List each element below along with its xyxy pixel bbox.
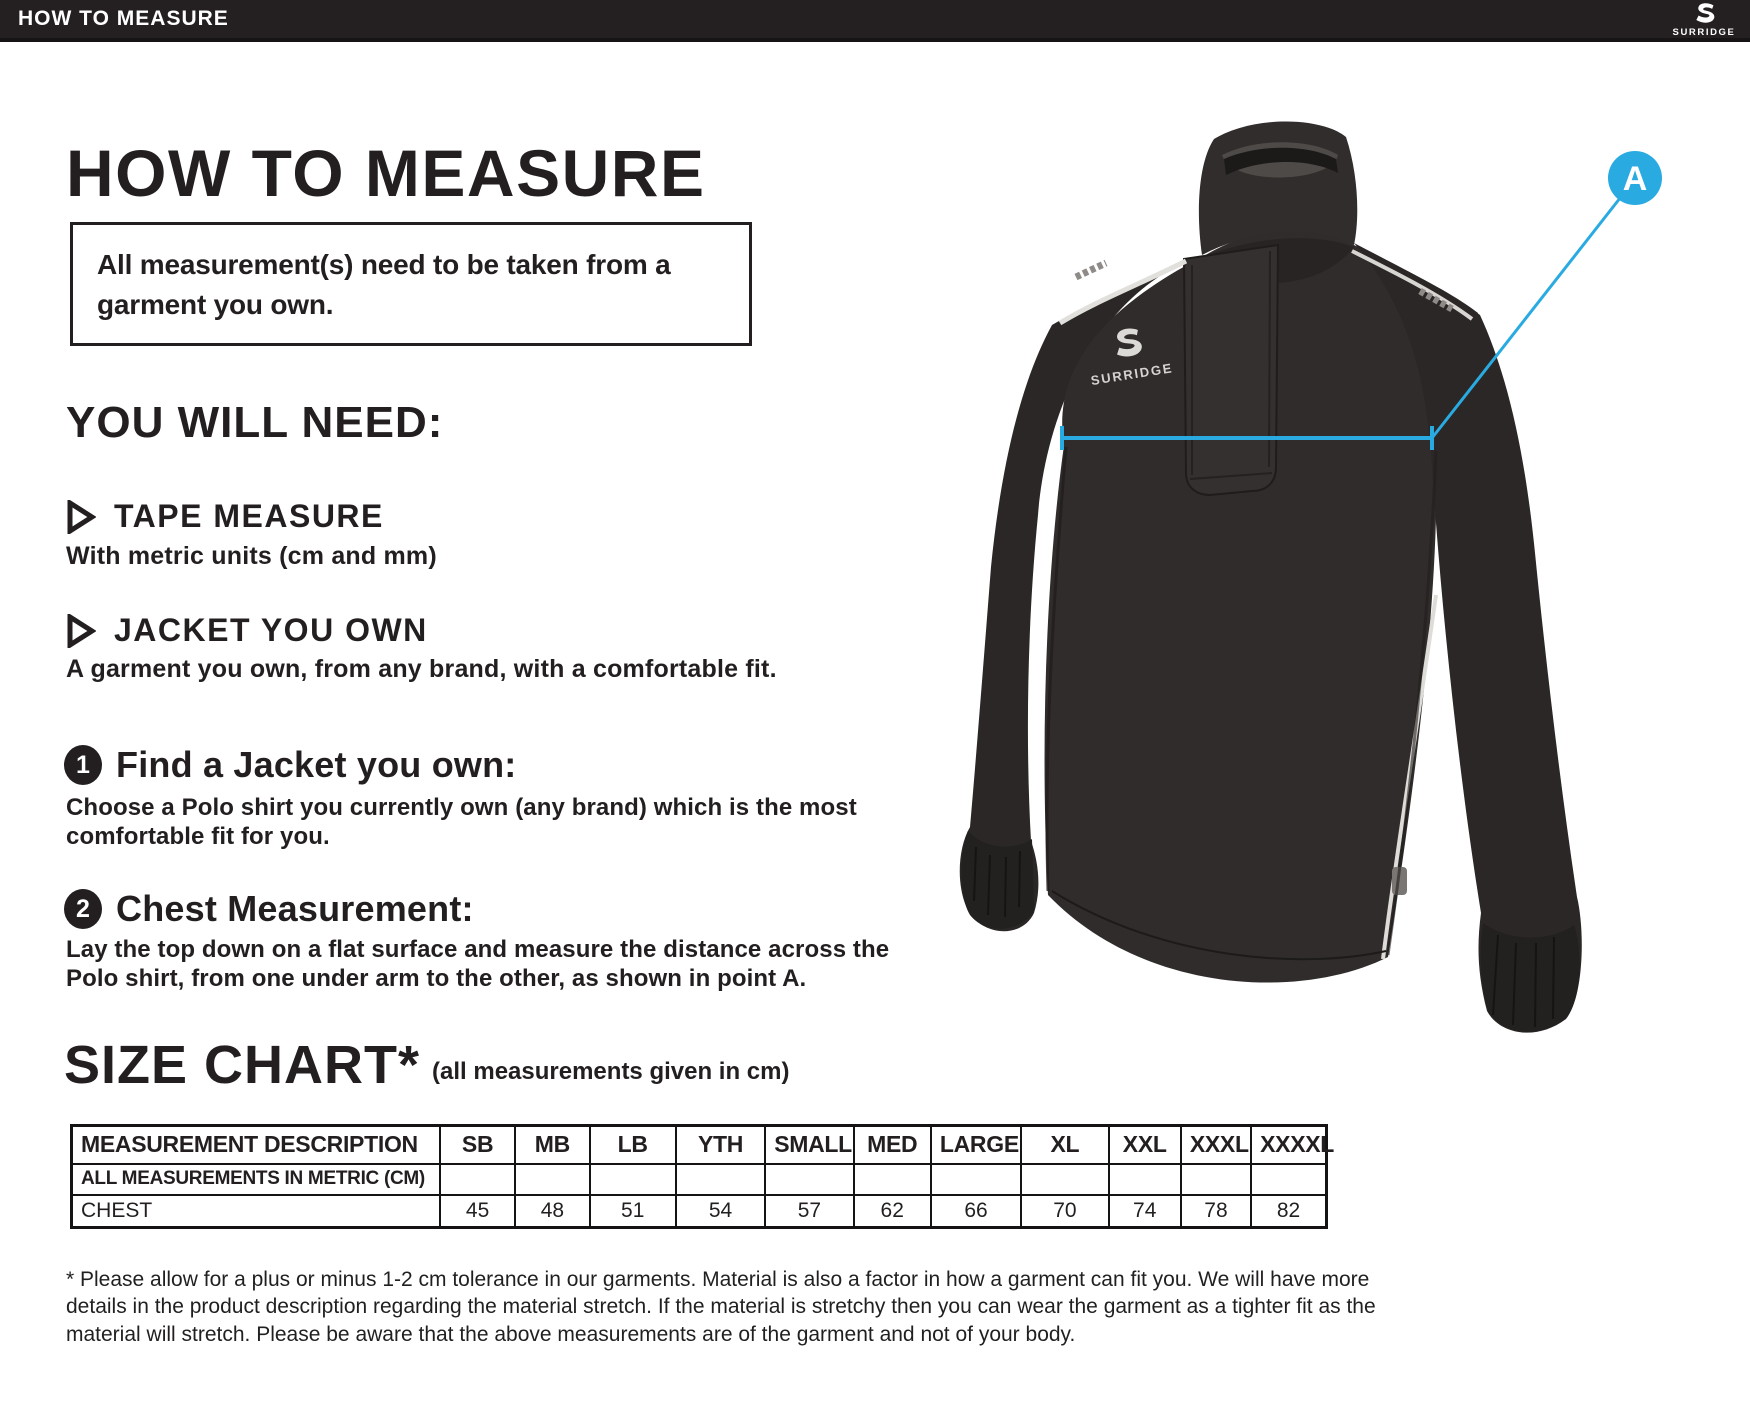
table-header-cell: MEASUREMENT DESCRIPTION [72,1126,440,1164]
table-row-metric-note [72,1164,1327,1195]
table-cell: 82 [1251,1195,1326,1228]
table-header-cell: MB [515,1126,589,1164]
jacket-illustration [880,95,1670,1045]
need-item-tape-measure [66,498,384,535]
need-item-label: TAPE MEASURE [114,498,384,534]
triangle-bullet-icon [66,614,96,648]
step-description: Lay the top down on a flat surface and measure the distance across the Polo shirt, from one under arm to the other, as shown in point A. [66,936,890,992]
need-item-jacket [66,612,428,649]
step-title: Chest Measurement: [116,888,474,929]
you-will-need-title: YOU WILL NEED: [66,398,444,447]
need-item-description: A garment you own, from any brand, with a comfortable fit. [66,655,777,683]
table-cell: 51 [590,1195,676,1228]
brand-logo-text: SURRIDGE [1672,27,1736,38]
table-header-cell: LARGE [931,1126,1021,1164]
table-cell: 62 [854,1195,931,1228]
table-cell: 74 [1109,1195,1181,1228]
table-cell [440,1164,515,1195]
step-2 [64,888,474,930]
table-header-cell: XXXXL [1251,1126,1326,1164]
table-cell: 66 [931,1195,1021,1228]
table-header-cell: XL [1021,1126,1108,1164]
table-cell: CHEST [72,1195,440,1228]
table-cell: 78 [1181,1195,1251,1228]
top-bar [0,0,1750,42]
point-a-label: A [1622,160,1648,198]
table-cell: 54 [676,1195,765,1228]
table-cell: 57 [765,1195,853,1228]
table-cell: 70 [1021,1195,1108,1228]
triangle-bullet-icon [66,500,96,534]
surridge-s-icon [1672,2,1736,38]
table-cell [1251,1164,1326,1195]
size-chart-heading [64,1035,790,1095]
table-header-cell: XXL [1109,1126,1181,1164]
note-text: All measurement(s) need to be taken from a garment you own. [97,249,671,320]
need-item-label: JACKET YOU OWN [114,612,428,648]
step-number-badge: 2 [64,889,102,929]
need-item-description: With metric units (cm and mm) [66,542,437,570]
step-title: Find a Jacket you own: [116,744,517,785]
table-cell [1109,1164,1181,1195]
table-cell [515,1164,589,1195]
table-header-cell: XXXL [1181,1126,1251,1164]
table-cell [931,1164,1021,1195]
size-chart-subtitle: (all measurements given in cm) [432,1058,790,1085]
step-description: Choose a Polo shirt you currently own (any brand) which is the most comfortable fit for you. [66,794,857,850]
table-cell [590,1164,676,1195]
table-cell [1021,1164,1108,1195]
table-header-cell: SMALL [765,1126,853,1164]
size-chart-table [70,1124,1335,1229]
table-header-cell: MED [854,1126,931,1164]
size-chart-title: SIZE CHART* [64,1035,421,1095]
table-header-cell: YTH [676,1126,765,1164]
table-cell [765,1164,853,1195]
step-number-badge: 1 [64,745,102,785]
table-cell [1181,1164,1251,1195]
jacket-photo [880,95,1670,1045]
table-cell [854,1164,931,1195]
top-bar-title: HOW TO MEASURE [18,7,229,30]
table-header-cell: SB [440,1126,515,1164]
table-header-row [72,1126,1327,1164]
table-cell: 48 [515,1195,589,1228]
footnote: * Please allow for a plus or minus 1-2 cm tolerance in our garments. Material is also a factor in how a garment can fit you. We will have more details in the product description regarding the material stretch. If the material is stretchy then you can wear the garment as a tighter fit as the material will stretch. Please be aware that the above measurements are of the garment and not of your body. [66,1268,1376,1346]
table-cell: 45 [440,1195,515,1228]
table-cell: ALL MEASUREMENTS IN METRIC (CM) [72,1164,440,1195]
brand-logo [1672,2,1736,38]
page-title: HOW TO MEASURE [66,136,706,211]
note-box [70,222,752,346]
table-header-cell: LB [590,1126,676,1164]
table-row-chest [72,1195,1327,1228]
step-1 [64,744,516,786]
table-cell [676,1164,765,1195]
jacket-brand-text: SURRIDGE [1089,360,1175,389]
